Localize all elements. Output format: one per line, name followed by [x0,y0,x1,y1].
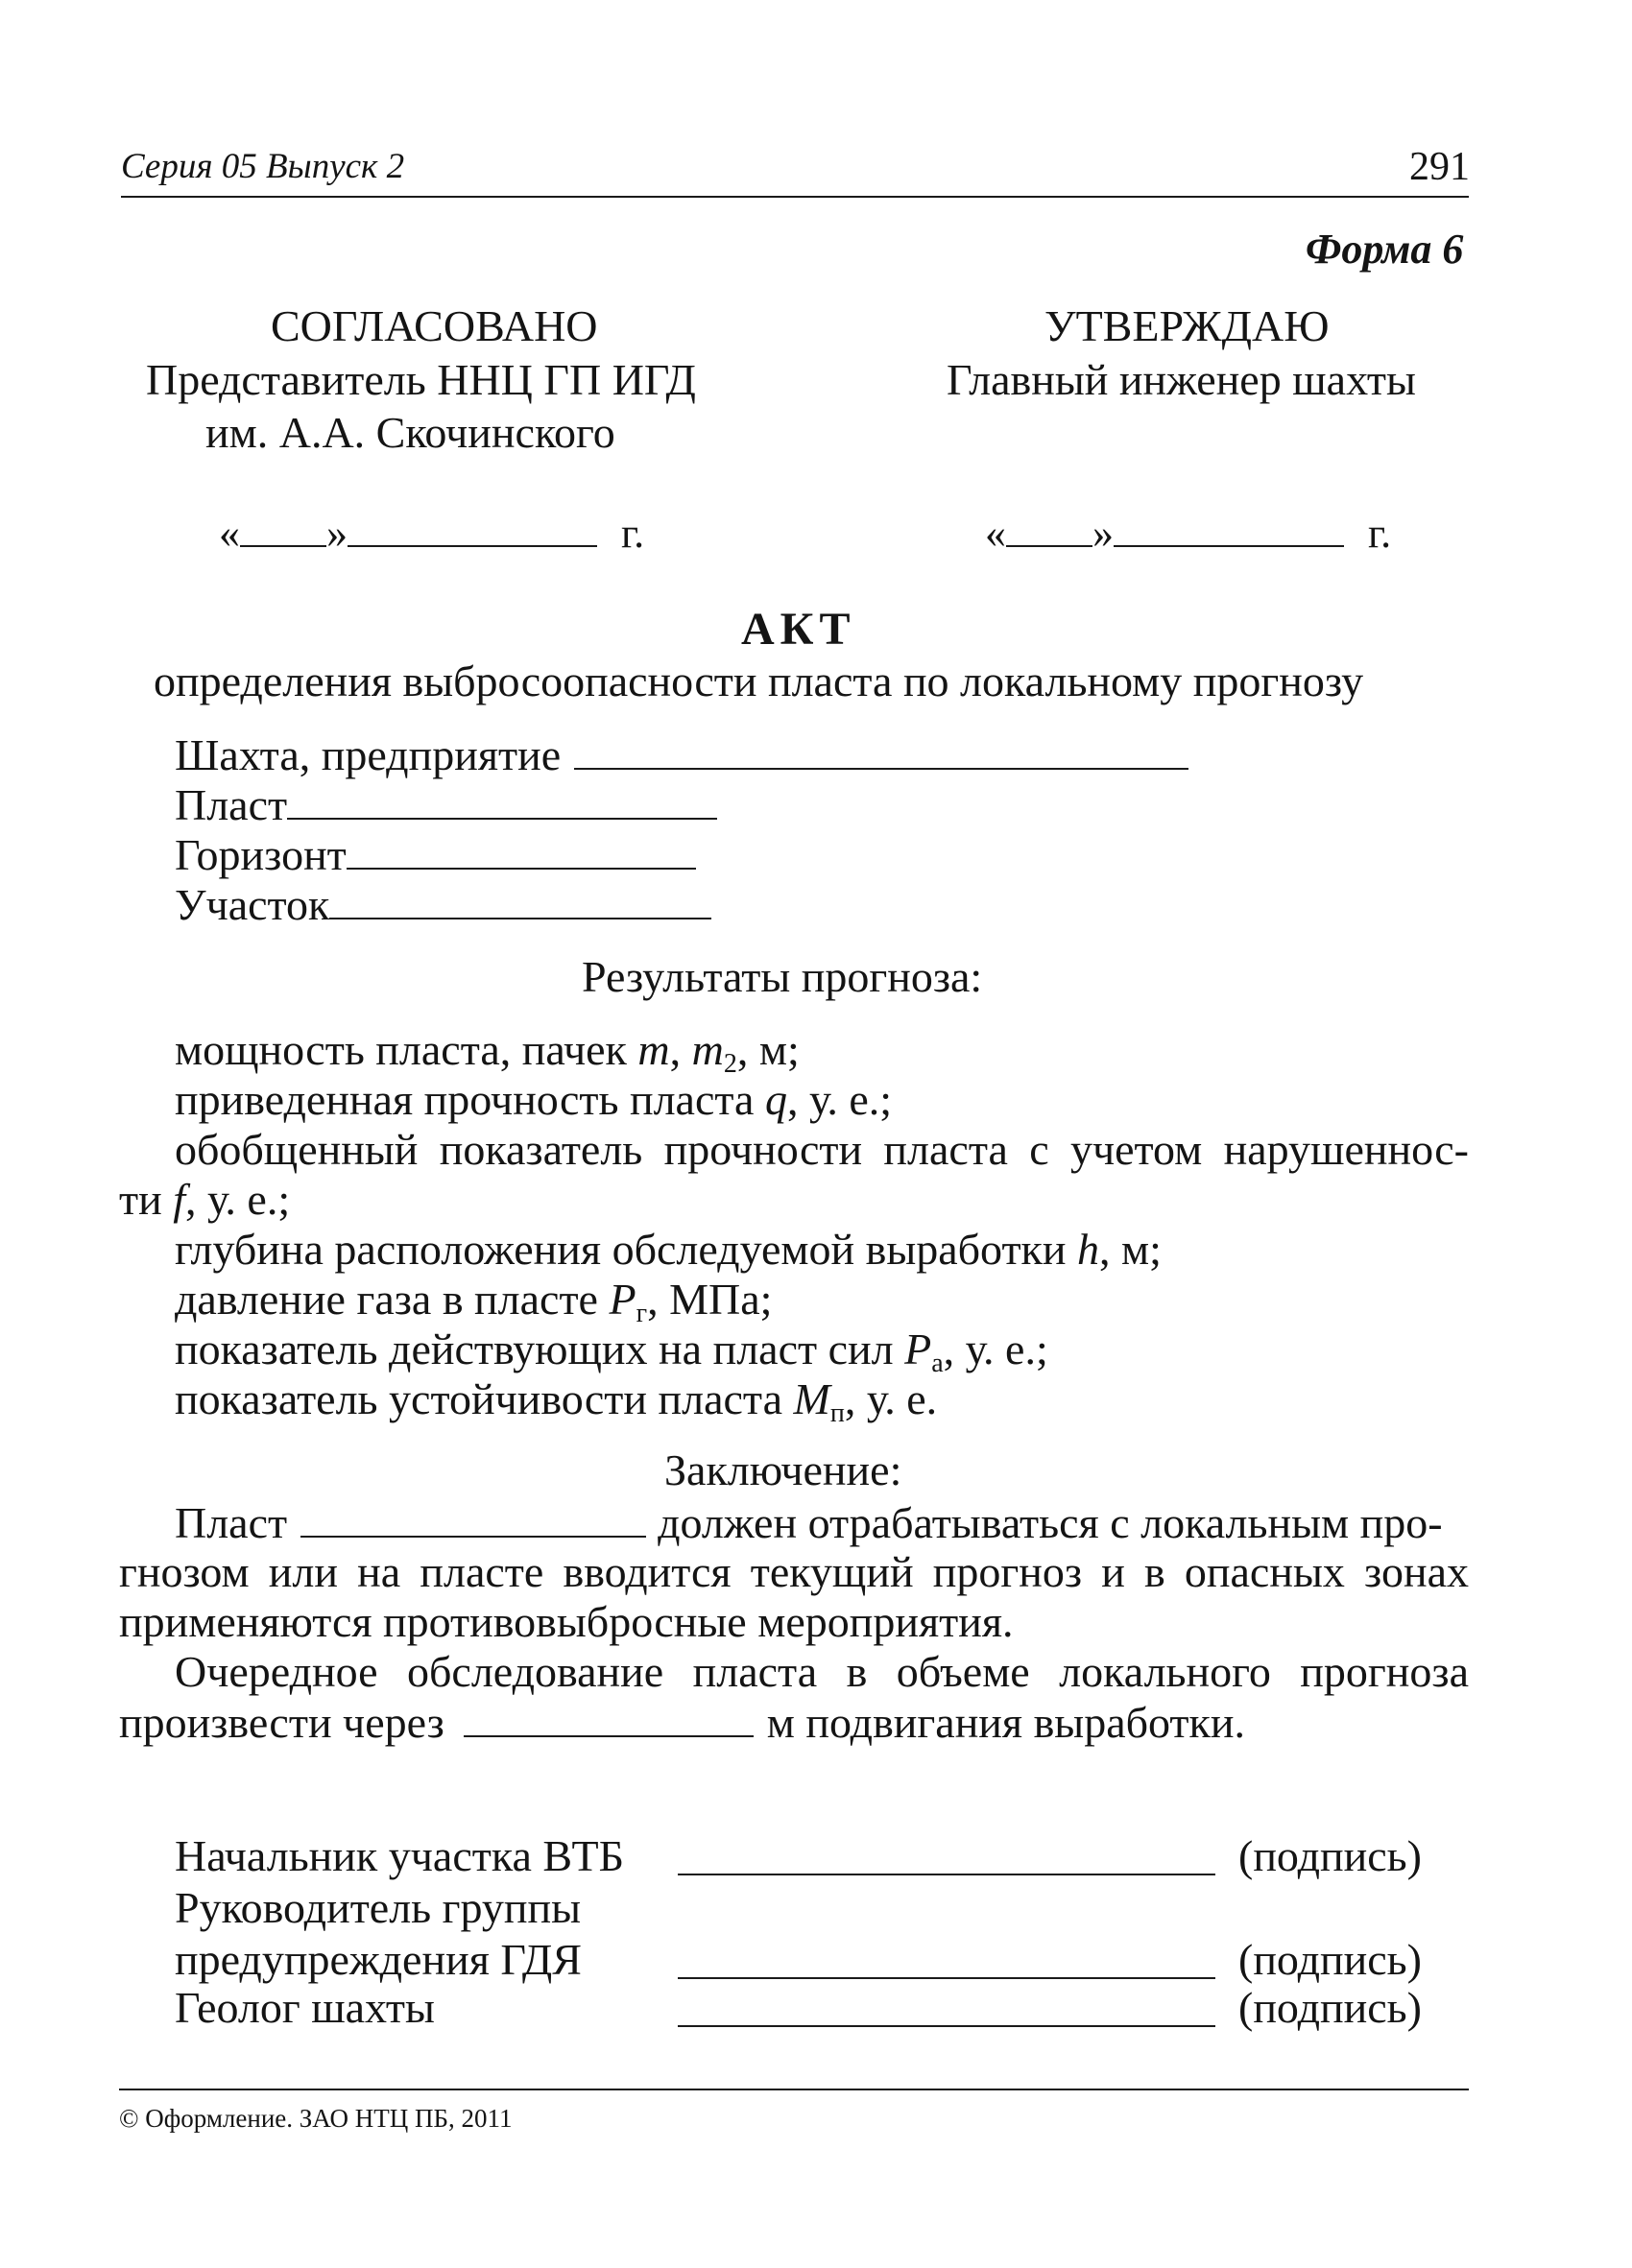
result-item-strength [175,1075,892,1125]
approval-left-title: СОГЛАСОВАНО [271,301,598,350]
var-p-sub: а [931,1349,944,1378]
conclusion-line5 [119,1697,1245,1748]
result-text: показатель действующих на пласт сил [175,1325,905,1373]
conclusion-line3: применяются противовыбросные мероприятия. [119,1597,1014,1646]
result-sep: , [669,1025,692,1074]
date-year-suffix: г. [1368,510,1392,557]
conclusion-distance-blank[interactable] [464,1697,754,1737]
result-end: , у. е.; [185,1175,291,1224]
date-day-blank[interactable] [1006,507,1092,547]
approval-left-date [219,507,644,558]
conclusion-seam-blank[interactable] [300,1497,646,1538]
var-m: m [637,1025,670,1074]
result-item-stability [175,1374,937,1439]
field-mine-label: Шахта, предприятие [175,730,562,779]
field-seam-blank[interactable] [287,779,717,820]
conclusion-line4: Очередное обследование пласта в объеме локального прогноза [175,1647,1469,1696]
date-close-quote: » [1092,510,1114,557]
conclusion-text: Пласт [175,1498,288,1547]
result-item-depth [175,1225,1162,1275]
conclusion-line2: гнозом или на пласте вводится текущий прогноз и в опасных зонах [119,1547,1469,1596]
field-section [175,879,711,930]
signature-line-vtb[interactable] [678,1874,1215,1875]
var-m2: m [691,1025,724,1074]
page-number: 291 [1409,145,1470,189]
result-end: , м; [1099,1225,1162,1274]
results-heading: Результаты прогноза: [582,952,983,1001]
conclusion-line1 [175,1497,1443,1548]
result-text: показатель устойчивости пласта [175,1374,794,1423]
result-text: ти [119,1175,174,1224]
conclusion-text: м подвигания выработки. [766,1698,1245,1747]
date-open-quote: « [219,510,240,557]
signature-hint-gdya: (подпись) [1238,1935,1422,1984]
date-year-suffix: г. [621,510,645,557]
conclusion-text: должен отрабатываться с локальным про- [658,1498,1443,1547]
act-subtitle: определения выбросоопасности пласта по локальному прогнозу [154,657,1364,705]
result-end: , у. е.; [943,1325,1048,1373]
date-month-blank[interactable] [1114,507,1344,547]
signature-line-gdya[interactable] [678,1977,1215,1979]
field-horizon [175,829,696,880]
field-seam-label: Пласт [175,780,288,829]
field-horizon-label: Горизонт [175,830,347,879]
signature-label-vtb: Начальник участка ВТБ [175,1831,624,1880]
result-item-general-index-line1: обобщенный показатель прочности пласта с учетом нарушеннос- [175,1125,1469,1174]
approval-left-line1: Представитель ННЦ ГП ИГД [146,355,696,404]
var-f: f [173,1175,186,1224]
var-m2-sub: 2 [723,1049,737,1079]
act-title: АКТ [741,604,856,655]
approval-right-title: УТВЕРЖДАЮ [1044,301,1330,350]
field-section-label: Участок [175,880,330,929]
date-close-quote: » [326,510,348,557]
conclusion-text: произвести через [119,1698,444,1747]
result-text: мощность пласта, пачек [175,1025,638,1074]
header-rule [121,196,1469,198]
var-q: q [764,1075,787,1124]
field-mine-blank[interactable] [574,729,1188,770]
signature-line-geologist[interactable] [678,2025,1215,2027]
date-open-quote: « [985,510,1006,557]
field-horizon-blank[interactable] [347,829,696,870]
result-end: , у. е. [844,1374,938,1423]
series-label: Серия 05 Выпуск 2 [121,147,405,186]
field-mine [175,729,1188,780]
var-p: P [609,1275,636,1324]
var-h: h [1077,1225,1100,1274]
var-p: P [904,1325,932,1373]
signature-hint-vtb: (подпись) [1238,1831,1422,1880]
result-end: , у. е.; [786,1075,893,1124]
signature-label-gdya-a: Руководитель группы [175,1883,582,1932]
signature-label-gdya-b: предупреждения ГДЯ [175,1935,582,1984]
footer-copyright: © Оформление. ЗАО НТЦ ПБ, 2011 [119,2104,513,2133]
approval-right-line1: Главный инженер шахты [947,355,1416,404]
conclusion-heading: Заключение: [664,1445,902,1494]
var-m-sub: п [829,1398,845,1428]
signature-hint-geologist: (подпись) [1238,1983,1422,2032]
approval-right-date [985,507,1391,558]
approval-left-line2: им. А.А. Скочинского [205,408,615,457]
result-end: , м; [736,1025,800,1074]
field-section-blank[interactable] [329,879,711,919]
result-text: приведенная прочность пласта [175,1075,765,1124]
date-month-blank[interactable] [348,507,597,547]
field-seam [175,779,717,830]
signature-label-geologist: Геолог шахты [175,1983,435,2032]
footer-rule [119,2089,1469,2090]
result-item-general-index-line2 [119,1175,290,1225]
date-day-blank[interactable] [240,507,326,547]
result-text: глубина расположения обследуемой выработки [175,1225,1078,1274]
var-m: M [793,1374,830,1423]
result-end: , МПа; [647,1275,773,1324]
var-p-sub: г [636,1299,648,1328]
form-label: Форма 6 [1306,226,1464,273]
result-text: давление газа в пласте [175,1275,610,1324]
